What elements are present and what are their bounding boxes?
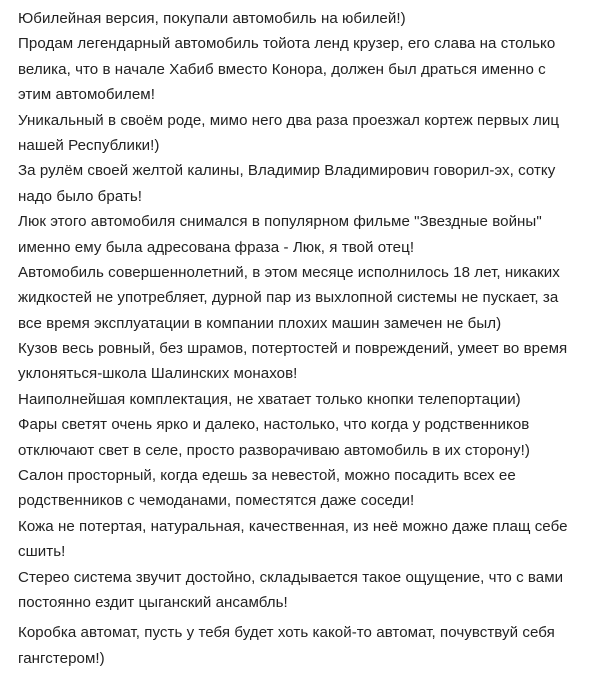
post-line: Продам легендарный автомобиль тойота ленд крузер, его слава на столько: [18, 35, 556, 53]
post-line: все время эксплуатации в компании плохих машин замечен не был): [18, 314, 502, 332]
post-line: Уникальный в своём роде, мимо него два раза проезжал кортеж первых лиц: [18, 111, 560, 129]
post-line: Люк этого автомобиля снимался в популярном фильме "Звездные войны": [18, 213, 542, 231]
post-line: Фары светят очень ярко и далеко, настолько, что когда у родственников: [18, 416, 530, 434]
post-line: гангстером!): [18, 649, 105, 667]
post-line: Коробка автомат, пусть у тебя будет хоть какой-то автомат, почувствуй себя: [18, 624, 555, 642]
post-line: Юбилейная версия, покупали автомобиль на юбилей!): [18, 10, 406, 27]
post-line: постоянно ездит цыганский ансамбль!: [18, 593, 288, 611]
post-line: этим автомобилем!: [18, 86, 155, 104]
post-line: отключают свет в селе, просто разворачиваю автомобиль в их сторону!): [18, 441, 530, 459]
post-line: За рулём своей желтой калины, Владимир Владимирович говорил-эх, сотку: [18, 162, 556, 180]
post-line: Салон просторный, когда едешь за невестой, можно посадить всех ее: [18, 467, 516, 485]
post-line: уклоняться-школа Шалинских монахов!: [18, 365, 298, 383]
post-line: Автомобиль совершеннолетний, в этом месяце исполнилось 18 лет, никаких: [18, 263, 560, 281]
post-line: именно ему была адресована фраза - Люк, я твой отец!: [18, 238, 415, 256]
post-line: Кузов весь ровный, без шрамов, потертостей и повреждений, умеет во время: [18, 340, 568, 358]
post-line: родственников с чемоданами, поместятся даже соседи!: [18, 492, 415, 510]
post-line: Стерео система звучит достойно, складывается такое ощущение, что с вами: [18, 568, 564, 586]
post-line: надо было брать!: [18, 187, 143, 205]
post-line: велика, что в начале Хабиб вместо Конора, должен был драться именно с: [18, 60, 546, 78]
post-line: Наиполнейшая комплектация, не хватает только кнопки телепортации): [18, 390, 521, 408]
post-line: жидкостей не употребляет, дурной пар из выхлопной системы не пускает, за: [18, 289, 559, 307]
post-line: Кожа не потертая, натуральная, качественная, из неё можно даже плащ себе: [18, 517, 568, 535]
post-line: нашей Республики!): [18, 136, 160, 154]
post-line: сшить!: [18, 543, 66, 561]
